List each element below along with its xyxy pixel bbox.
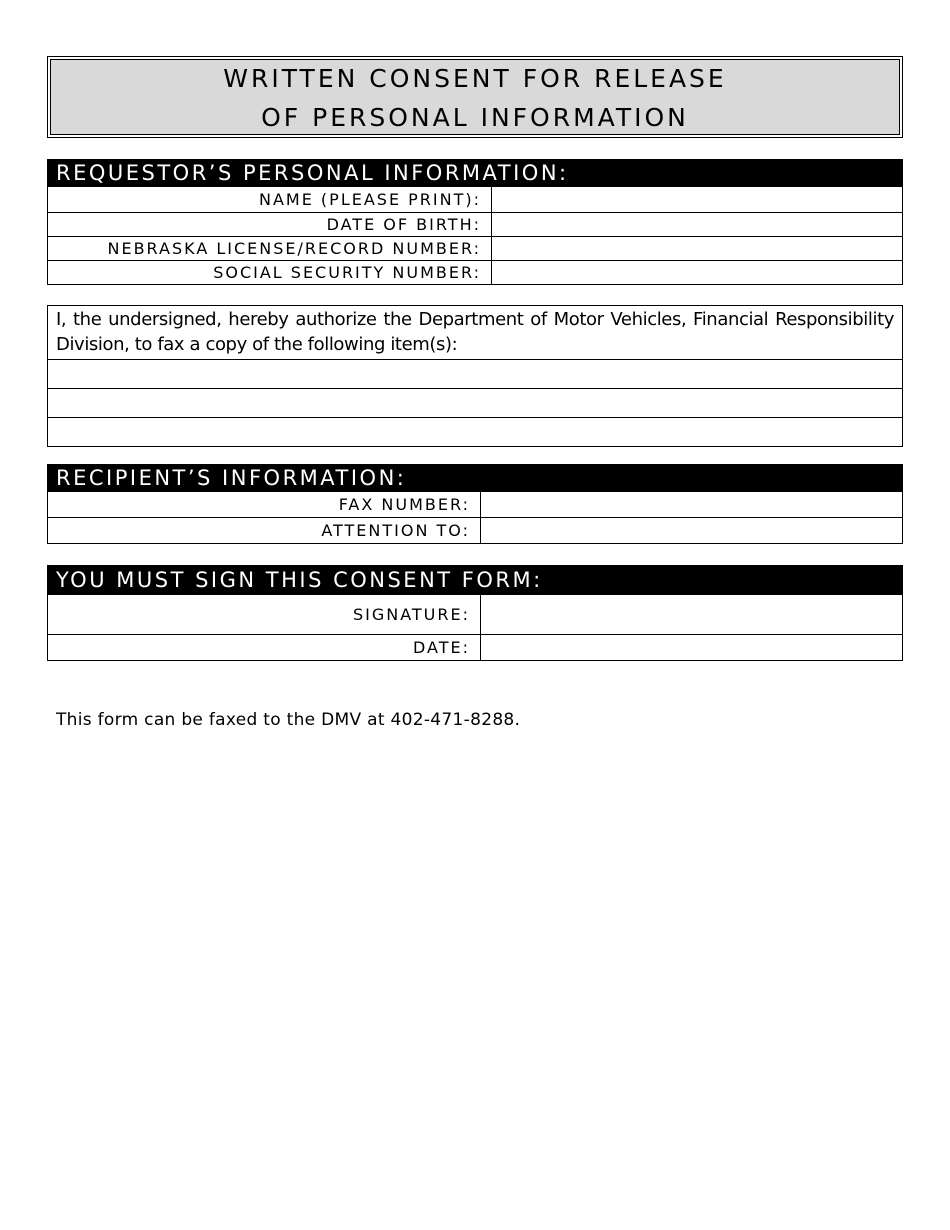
requestor-section [47,159,903,285]
date-label: DATE: [48,635,481,660]
ssn-field[interactable] [492,261,902,284]
requestor-fields [47,187,903,285]
fax-row [48,492,902,517]
signature-label: SIGNATURE: [48,595,481,634]
ssn-row [48,260,902,284]
dob-label: DATE OF BIRTH: [48,213,492,236]
signature-field[interactable] [481,595,902,634]
form-title-line-2: OF PERSONAL INFORMATION [261,103,689,132]
dob-field[interactable] [492,213,902,236]
fax-number-field[interactable] [481,492,902,517]
signature-fields [47,595,903,661]
recipient-section [47,464,903,544]
license-field[interactable] [492,237,902,260]
authorization-box [47,305,903,447]
requestor-section-header: REQUESTOR’S PERSONAL INFORMATION: [47,159,903,187]
signature-row [48,595,902,634]
attention-field[interactable] [481,518,902,543]
attention-row [48,517,902,543]
fax-instructions-note: This form can be faxed to the DMV at 402-471-8288. [56,710,521,730]
ssn-label: SOCIAL SECURITY NUMBER: [48,261,492,284]
item-line-2[interactable] [48,388,902,417]
form-title-line-1: WRITTEN CONSENT FOR RELEASE [223,64,727,93]
name-field[interactable] [492,187,902,212]
recipient-fields [47,492,903,544]
name-row [48,187,902,212]
signature-section-header: YOU MUST SIGN THIS CONSENT FORM: [47,565,903,595]
authorization-text: I, the undersigned, hereby authorize the Department of Motor Vehicles, Financial Responsibility Division, to fax a copy of the following item(s): [56,309,894,355]
attention-label: ATTENTION TO: [48,518,481,543]
name-label: NAME (PLEASE PRINT): [48,187,492,212]
dob-row [48,212,902,236]
item-line-1[interactable] [48,359,902,388]
date-row [48,634,902,660]
item-line-3[interactable] [48,417,902,446]
recipient-section-header: RECIPIENT’S INFORMATION: [47,464,903,492]
date-field[interactable] [481,635,902,660]
form-title-box [47,56,903,138]
license-label: NEBRASKA LICENSE/RECORD NUMBER: [48,237,492,260]
signature-section [47,565,903,661]
fax-label: FAX NUMBER: [48,492,481,517]
license-row [48,236,902,260]
